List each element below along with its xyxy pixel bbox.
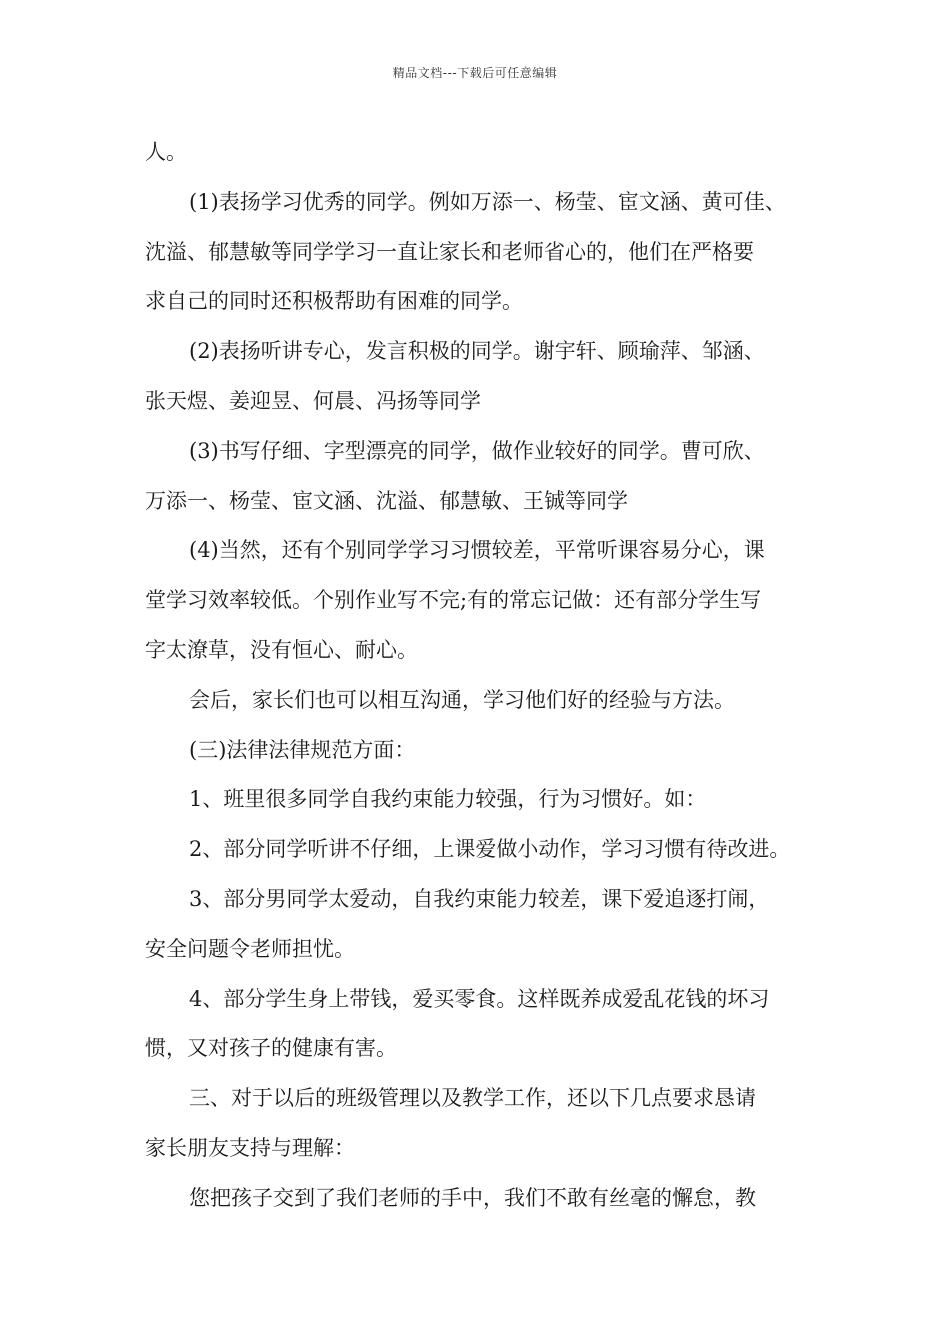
text-line: (2)表扬听讲专心，发言积极的同学。谢宇轩、顾瑜萍、邹涵、 bbox=[189, 339, 765, 364]
text-line: 沈溢、郁慧敏等同学学习一直让家长和老师省心的，他们在严格要 bbox=[145, 239, 754, 264]
text-line: 人。 bbox=[145, 140, 187, 164]
text-line: 字太潦草，没有恒心、耐心。 bbox=[145, 637, 418, 662]
page-header: 精品文档---下载后可任意编辑 bbox=[392, 66, 558, 80]
text-line: 家长朋友支持与理解： bbox=[145, 1135, 355, 1160]
text-line: 3、部分男同学太爱动，自我约束能力较差，课下爱追逐打闹， bbox=[189, 886, 770, 911]
text-line: 安全问题令老师担忧。 bbox=[145, 936, 355, 961]
text-line: 堂学习效率较低。个别作业写不完;有的常忘记做：还有部分学生写 bbox=[145, 588, 762, 613]
text-line: 4、部分学生身上带钱，爱买零食。这样既养成爱乱花钱的坏习 bbox=[189, 986, 770, 1011]
text-line: (三)法律法律规范方面： bbox=[189, 737, 416, 762]
text-line: (1)表扬学习优秀的同学。例如万添一、杨莹、宦文涵、黄可佳、 bbox=[189, 189, 786, 214]
text-line: 万添一、杨莹、宦文涵、沈溢、郁慧敏、王铖等同学 bbox=[145, 488, 628, 513]
text-line: 惯，又对孩子的健康有害。 bbox=[145, 1036, 397, 1061]
text-line: (3)书写仔细、字型漂亮的同学，做作业较好的同学。曹可欣、 bbox=[189, 438, 765, 463]
document-body bbox=[145, 128, 815, 1224]
text-line: 会后，家长们也可以相互沟通，学习他们好的经验与方法。 bbox=[189, 687, 735, 712]
text-line: 2、部分同学听讲不仔细，上课爱做小动作，学习习惯有待改进。 bbox=[189, 837, 791, 862]
text-line: 1、班里很多同学自我约束能力较强，行为习惯好。如： bbox=[189, 787, 707, 812]
text-line: 三、对于以后的班级管理以及教学工作，还以下几点要求恳请 bbox=[189, 1086, 756, 1111]
text-line: 求自己的同时还积极帮助有困难的同学。 bbox=[145, 289, 523, 314]
text-line: (4)当然，还有个别同学学习习惯较差，平常听课容易分心，课 bbox=[189, 538, 765, 563]
text-line: 您把孩子交到了我们老师的手中，我们不敢有丝毫的懈怠，教 bbox=[189, 1185, 756, 1210]
text-line: 张天煜、姜迎昱、何晨、冯扬等同学 bbox=[145, 388, 481, 413]
